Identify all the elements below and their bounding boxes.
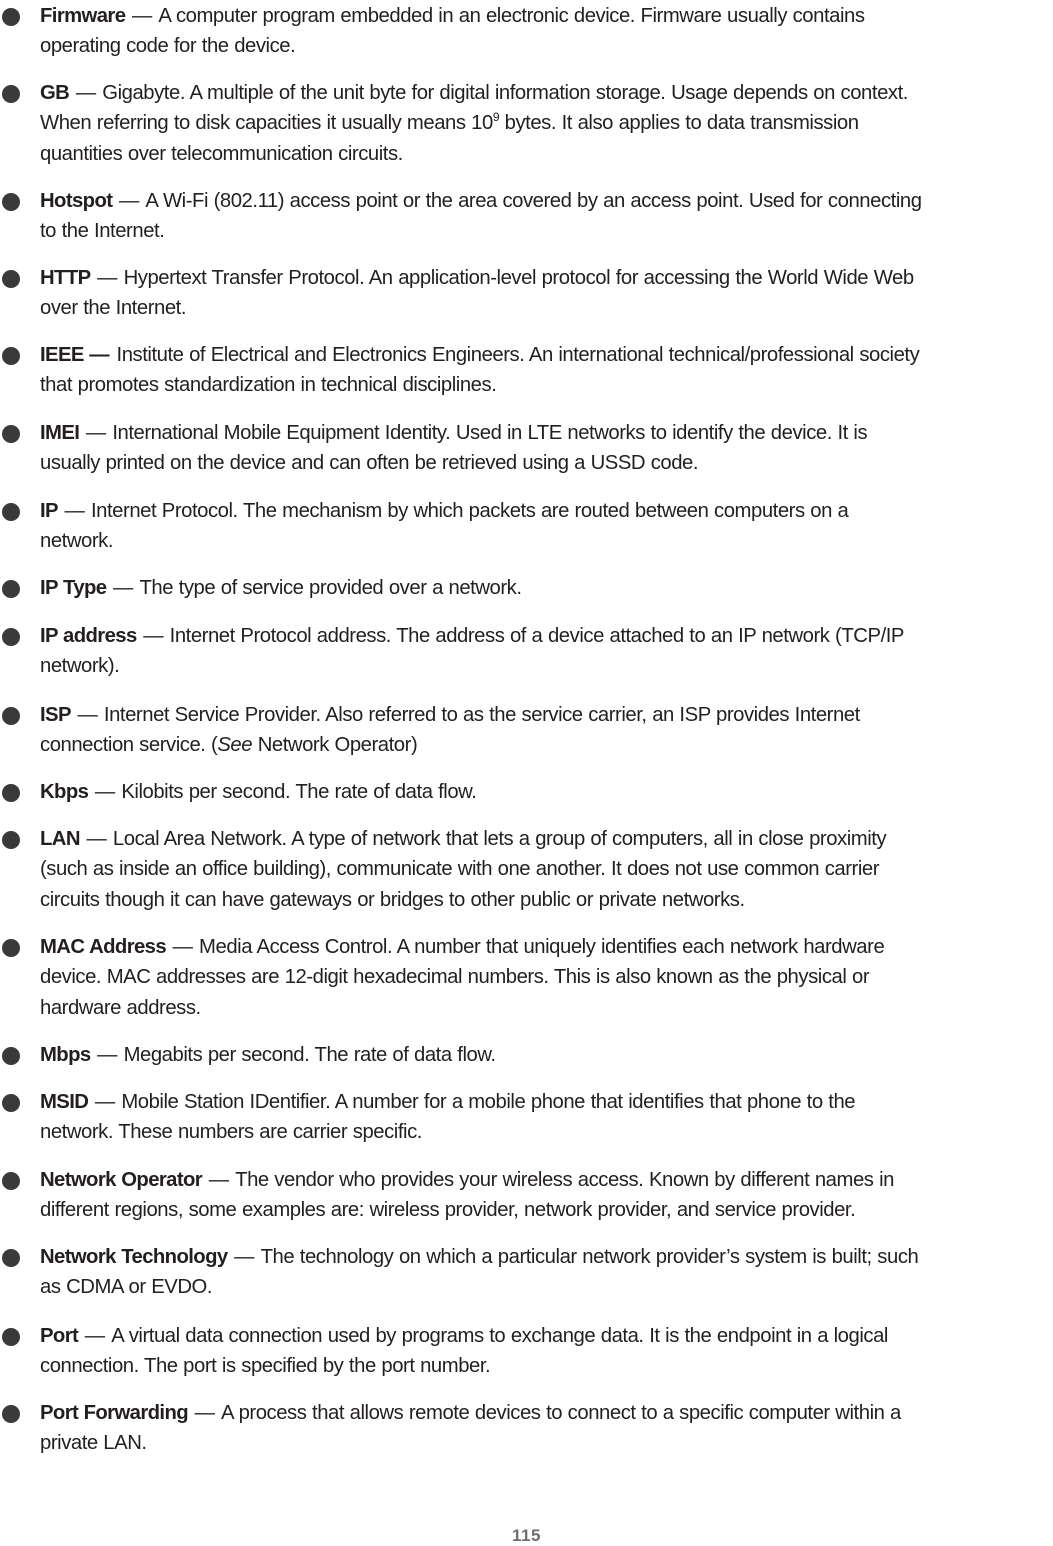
entry-definition: Local Area Network. A type of network that lets a group of computers, all in close proximity	[112, 828, 887, 850]
entry-definition: connection. The port is specified by the port number.	[40, 1355, 491, 1378]
bullet-icon	[2, 270, 20, 288]
entry-term: HTTP	[40, 267, 91, 289]
entry-term: Mbps	[40, 1044, 91, 1066]
bullet-icon	[2, 1094, 20, 1112]
entry-term: Kbps	[40, 781, 89, 803]
entry-definition: network.	[40, 530, 114, 553]
entry-definition: The vendor who provides your wireless access. Known by different names in	[235, 1169, 894, 1191]
entry-definition: usually printed on the device and can often be retrieved using a USSD code.	[40, 452, 699, 475]
bullet-icon	[2, 707, 20, 725]
entry-term: IP	[40, 500, 58, 522]
entry-text: GB — Gigabyte. A multiple of the unit byte for digital information storage. Usage depends on context. When referring to disk capacities it usually means $10^9$ bytes. It also applies to data transmission quantities over telecommunication circuits.	[40, 82, 908, 165]
entry-text: Network Technology — The technology on which a particular network provider’s system is built; such as CDMA or EVDO.	[40, 1246, 919, 1299]
entry-definition: to the Internet.	[40, 220, 165, 243]
entry-term: Hotspot	[40, 190, 113, 212]
entry-text: LAN — Local Area Network. A type of network that lets a group of computers, all in close proximity (such as inside an office building), communicate with one another. It does not use common carrier circuits though it can have gateways or bridges to other public or private networks.	[40, 828, 887, 911]
entry-term: Port Forwarding	[40, 1402, 189, 1424]
entry-term: IP Type	[40, 577, 107, 599]
bullet-icon	[2, 425, 20, 443]
entry-term: Firmware	[40, 5, 126, 27]
entry-definition: International Mobile Equipment Identity. Used in LTE networks to identify the device. It is	[112, 422, 868, 444]
entry-term: MSID	[40, 1091, 89, 1113]
entry-text: IMEI — International Mobile Equipment Identity. Used in LTE networks to identify the device. It is usually printed on the device and can often be retrieved using a USSD code.	[40, 422, 868, 475]
bullet-icon	[2, 85, 20, 103]
entry-text: Hotspot — A Wi-Fi (802.11) access point or the area covered by an access point. Used for connecting to the Internet.	[40, 190, 922, 243]
entry-term: LAN	[40, 828, 80, 850]
entry-definition: hardware address.	[40, 996, 201, 1019]
bullet-icon	[2, 1328, 20, 1346]
entry-definition: operating code for the device.	[40, 35, 296, 58]
entry-definition: as CDMA or EVDO.	[40, 1276, 213, 1299]
bullet-icon	[2, 1047, 20, 1065]
page-number: 115	[512, 1526, 541, 1545]
entry-definition: Network Operator)	[252, 734, 418, 757]
entry-text: MAC Address — Media Access Control. A number that uniquely identifies each network hardware device. MAC addresses are 12-digit hexadecimal numbers. This is also known as the physical or hardware address.	[40, 936, 885, 1019]
cross-reference-see: See	[217, 734, 253, 757]
entry-definition: Media Access Control. A number that uniquely identifies each network hardware	[199, 936, 885, 958]
entry-definition: Internet Service Provider. Also referred to as the service carrier, an ISP provides Internet	[103, 704, 860, 726]
entry-text: Kbps — Kilobits per second. The rate of data flow.	[40, 781, 477, 803]
bullet-icon	[2, 347, 20, 365]
entry-term: Port	[40, 1325, 79, 1347]
entry-text: Firmware — A computer program embedded in an electronic device. Firmware usually contains operating code for the device.	[40, 5, 865, 58]
entry-term: ISP	[40, 704, 71, 726]
entry-term: Network Technology	[40, 1246, 228, 1268]
entry-definition: Internet Protocol address. The address of a device attached to an IP network (TCP/IP	[169, 625, 905, 647]
entry-definition: Gigabyte. A multiple of the unit byte for digital information storage. Usage depends on context.	[102, 82, 908, 104]
bullet-icon	[2, 580, 20, 598]
entry-definition: Hypertext Transfer Protocol. An application-level protocol for accessing the World Wide Web	[123, 267, 914, 289]
entry-text: Port — A virtual data connection used by programs to exchange data. It is the endpoint in a logical connection. The port is specified by the port number.	[40, 1325, 888, 1378]
entry-term: GB	[40, 82, 70, 104]
entry-definition: (such as inside an office building), communicate with one another. It does not use common carrier	[40, 858, 880, 881]
entry-definition: A process that allows remote devices to connect to a specific computer within a	[221, 1402, 901, 1424]
entry-definition: connection service. (	[40, 734, 218, 757]
entry-definition: A Wi-Fi (802.11) access point or the area covered by an access point. Used for connecting	[145, 190, 922, 212]
entry-definition: circuits though it can have gateways or bridges to other public or private networks.	[40, 888, 745, 911]
entry-text: IP Type — The type of service provided over a network.	[40, 577, 522, 599]
bullet-icon	[2, 193, 20, 211]
bullet-icon	[2, 8, 20, 26]
entry-definition: over the Internet.	[40, 297, 187, 320]
entry-text: Port Forwarding — A process that allows remote devices to connect to a specific computer within a private LAN.	[40, 1402, 901, 1455]
entry-definition: The technology on which a particular network provider’s system is built; such	[260, 1246, 919, 1268]
entry-definition: network. These numbers are carrier specific.	[40, 1121, 422, 1144]
entry-definition: Internet Protocol. The mechanism by which packets are routed between computers on a	[90, 500, 849, 522]
entry-definition: quantities over telecommunication circuits.	[40, 142, 403, 165]
entry-definition: that promotes standardization in technical disciplines.	[40, 374, 497, 397]
bullet-icon	[2, 784, 20, 802]
entry-definition: bytes. It also applies to data transmission	[499, 112, 859, 135]
entry-definition: different regions, some examples are: wireless provider, network provider, and service provider.	[40, 1199, 856, 1222]
entry-definition: A computer program embedded in an electronic device. Firmware usually contains	[158, 5, 865, 27]
bullet-icon	[2, 1405, 20, 1423]
entry-definition: private LAN.	[40, 1432, 147, 1455]
entry-term: IEEE —	[40, 344, 109, 366]
entry-definition: Institute of Electrical and Electronics Engineers. An international technical/professional society	[116, 344, 920, 366]
bullet-icon	[2, 1249, 20, 1267]
entry-text: Mbps — Megabits per second. The rate of data flow.	[40, 1044, 496, 1066]
bullet-icon	[2, 628, 20, 646]
bullet-icon	[2, 831, 20, 849]
entry-text: HTTP — Hypertext Transfer Protocol. An application-level protocol for accessing the World Wide Web over the Internet.	[40, 267, 914, 320]
entry-text: Network Operator — The vendor who provides your wireless access. Known by different names in different regions, some examples are: wireless provider, network provider, and service provider.	[40, 1169, 894, 1222]
entry-definition: A virtual data connection used by programs to exchange data. It is the endpoint in a logical	[111, 1325, 888, 1347]
entry-definition: network).	[40, 655, 120, 678]
bullet-icon	[2, 503, 20, 521]
entry-text: IP address — Internet Protocol address. The address of a device attached to an IP network (TCP/IP network).	[40, 625, 905, 678]
entry-definition: Mobile Station IDentifier. A number for a mobile phone that identifies that phone to the	[121, 1091, 856, 1113]
entry-term: MAC Address	[40, 936, 167, 958]
entry-text: IP — Internet Protocol. The mechanism by which packets are routed between computers on a network.	[40, 500, 849, 553]
entry-definition: Kilobits per second. The rate of data flow.	[121, 781, 477, 803]
entry-text: MSID — Mobile Station IDentifier. A number for a mobile phone that identifies that phone to the network. These numbers are carrier specific.	[40, 1091, 856, 1144]
exponent: 9	[492, 110, 500, 125]
entry-text	[40, 340, 1053, 401]
entry-term: IMEI	[40, 422, 80, 444]
bullet-icon	[2, 939, 20, 957]
entry-definition: When referring to disk capacities it usually means 10	[40, 112, 493, 135]
entry-definition: device. MAC addresses are 12-digit hexadecimal numbers. This is also known as the physical or	[40, 966, 870, 989]
bullet-icon	[2, 1172, 20, 1190]
entry-text: ISP — Internet Service Provider. Also referred to as the service carrier, an ISP provides Internet connection service. (See Network Operator)	[40, 704, 860, 757]
entry-definition: The type of service provided over a network.	[139, 577, 522, 599]
entry-term: Network Operator	[40, 1169, 203, 1191]
entry-term: IP address	[40, 625, 137, 647]
entry-definition: Megabits per second. The rate of data flow.	[123, 1044, 496, 1066]
